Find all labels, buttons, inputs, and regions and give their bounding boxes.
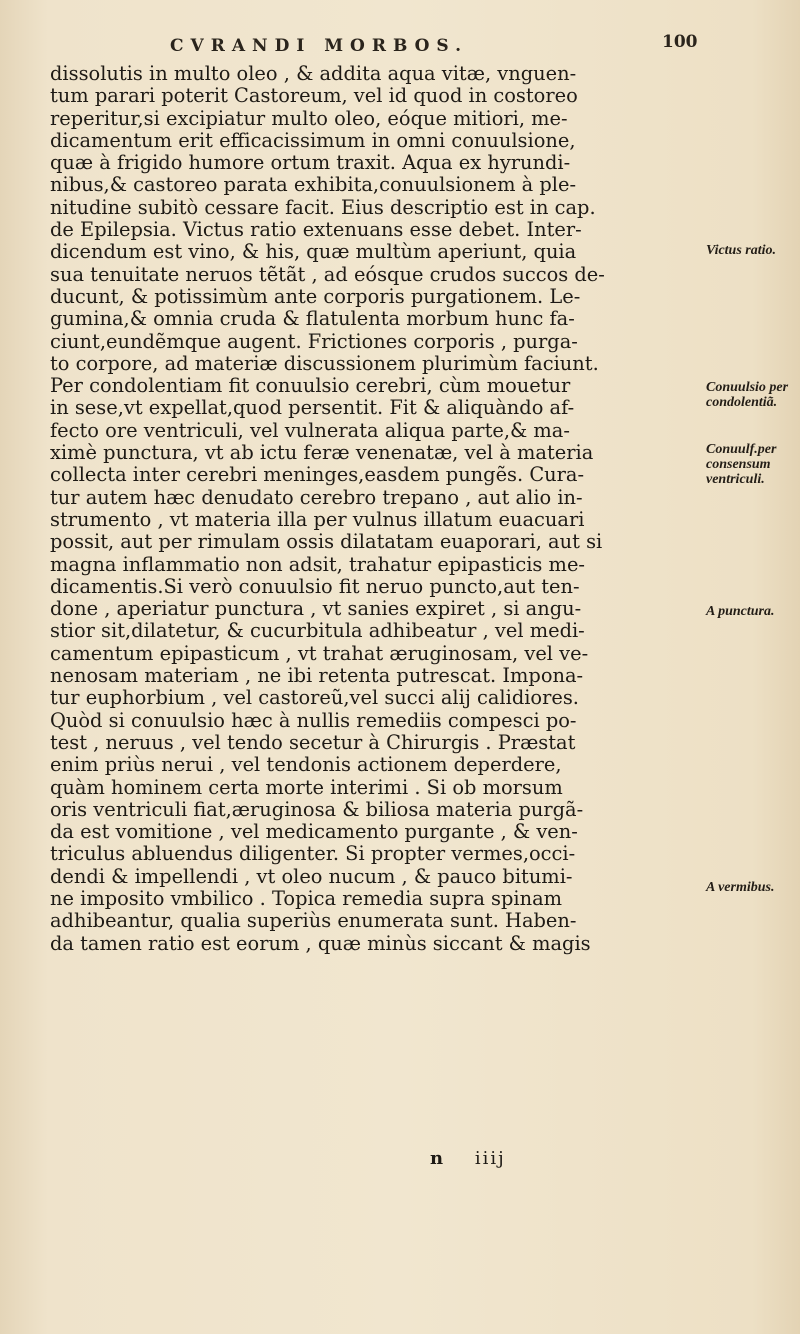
text-line: gumina,& omnia cruda & flatulenta morbum hunc fa-: [50, 307, 575, 331]
text-line: quàm hominem certa morte interimi . Si ob morsum: [50, 775, 563, 799]
text-line: done , aperiatur punctura , vt sanies expiret , si angu-: [50, 597, 582, 621]
page-number: 100: [662, 32, 698, 52]
text-line: magna inflammatio non adsit, trahatur epipasticis me-: [50, 552, 585, 576]
text-line: ducunt, & potissimùm ante corporis purgationem. Le-: [50, 284, 581, 308]
text-line: adhibeantur, qualia superiùs enumerata sunt. Haben-: [50, 909, 577, 933]
text-line: dicendum est vino, & his, quæ multùm aperiunt, quia: [50, 240, 577, 264]
running-head: CVRANDI MORBOS.: [170, 36, 469, 56]
signature-number: iiij: [474, 1148, 506, 1169]
margin-note-condolentia: Conuulsio per condolentiã.: [706, 380, 789, 410]
text-line: fecto ore ventriculi, vel vulnerata aliqua parte,& ma-: [50, 418, 570, 442]
text-line: reperitur,si excipiatur multo oleo, eóque mitiori, me-: [50, 106, 568, 130]
text-line: dicamentum erit efficacissimum in omni conuulsione,: [50, 128, 576, 152]
text-line: de Epilepsia. Victus ratio extenuans esse debet. Inter-: [50, 218, 582, 242]
text-line: camentum epipasticum , vt trahat æruginosam, vel ve-: [50, 641, 589, 665]
text-line: tum parari poterit Castoreum, vel id quod in costoreo: [50, 84, 578, 108]
text-line: nenosam materiam , ne ibi retenta putrescat. Impona-: [50, 664, 584, 688]
text-line: strumento , vt materia illa per vulnus illatum euacuari: [50, 507, 585, 531]
body-text: [50, 63, 690, 955]
text-line: to corpore, ad materiæ discussionem plurimùm faciunt.: [50, 351, 599, 375]
text-line: Per condolentiam fit conuulsio cerebri, cùm mouetur: [50, 374, 571, 398]
text-line: tur autem hæc denudato cerebro trepano , aut alio in-: [50, 485, 583, 509]
text-line: enim priùs nerui , vel tendonis actionem deperdere,: [50, 753, 562, 777]
text-line: dissolutis in multo oleo , & addita aqua vitæ, vnguen-: [50, 62, 577, 85]
text-line: nibus,& castoreo parata exhibita,conuulsionem à ple-: [50, 173, 577, 197]
margin-note-victus: Victus ratio.: [706, 243, 777, 258]
text-line: ciunt,eundẽmque augent. Frictiones corporis , purga-: [50, 329, 578, 353]
text-line: nitudine subitò cessare facit. Eius descriptio est in cap.: [50, 195, 596, 219]
text-line: da tamen ratio est eorum , quæ minùs siccant & magis: [50, 931, 591, 955]
signature-mark: n: [430, 1148, 446, 1169]
text-line: ximè punctura, vt ab ictu feræ venenatæ, vel à materia: [50, 441, 594, 465]
signature-line: [430, 1148, 506, 1169]
text-line: test , neruus , vel tendo secetur à Chirurgis . Præstat: [50, 730, 576, 754]
text-line: oris ventriculi fiat,æruginosa & biliosa materia purgã-: [50, 797, 584, 821]
text-line: in sese,vt expellat,quod persentit. Fit & aliquàndo af-: [50, 396, 575, 420]
text-line: sua tenuitate neruos tẽtãt , ad eósque crudos succos de-: [50, 262, 605, 286]
text-line: Quòd si conuulsio hæc à nullis remediis compesci po-: [50, 708, 577, 732]
text-line: quæ à frigido humore ortum traxit. Aqua ex hyrundi-: [50, 151, 571, 175]
text-line: da est vomitione , vel medicamento purgante , & ven-: [50, 820, 578, 844]
text-line: possit, aut per rimulam ossis dilatatam euaporari, aut si: [50, 530, 603, 554]
margin-note-consensum: Conuulf.per consensum ventriculi.: [706, 442, 777, 487]
text-line: collecta inter cerebri meninges,easdem pungẽs. Cura-: [50, 463, 585, 487]
text-line: triculus abluendus diligenter. Si propter vermes,occi-: [50, 842, 576, 866]
text-line: dicamentis.Si verò conuulsio fit neruo puncto,aut ten-: [50, 574, 580, 598]
margin-note-punctura: A punctura.: [706, 604, 775, 619]
text-line: ne imposito vmbilico . Topica remedia supra spinam: [50, 886, 563, 910]
text-line: tur euphorbium , vel castoreũ,vel succi alij calidiores.: [50, 686, 579, 710]
margin-note-vermibus: A vermibus.: [706, 880, 775, 895]
text-line: dendi & impellendi , vt oleo nucum , & pauco bitumi-: [50, 864, 573, 888]
text-line: stior sit,dilatetur, & cucurbitula adhibeatur , vel medi-: [50, 619, 585, 643]
